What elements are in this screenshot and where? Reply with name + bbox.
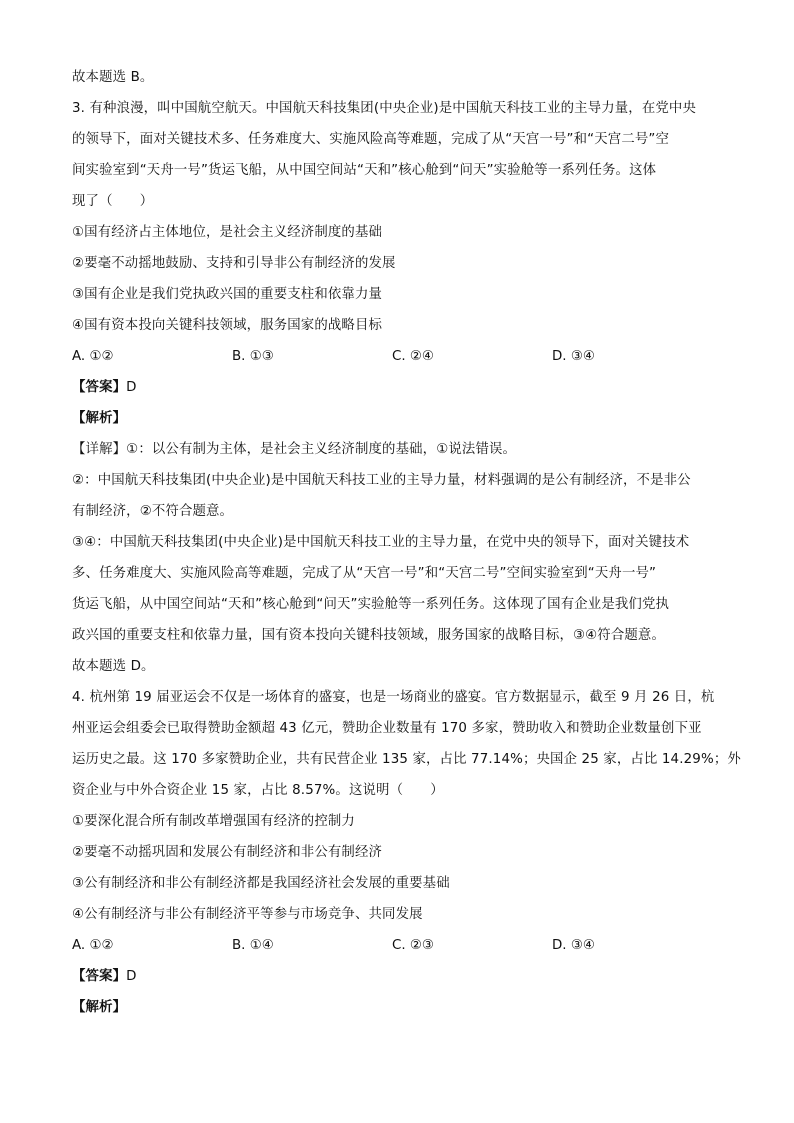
q4-stem-line: 州亚运会组委会已取得赞助金额超 43 亿元，赞助企业数量有 170 多家，赞助收入和赞助企业数量创下亚 (72, 721, 702, 736)
q3-statement-4: ④国有资本投向关键科技领域，服务国家的战略目标 (72, 318, 383, 333)
q4-analysis-tag: 【解析】 (72, 1000, 127, 1015)
q3-statement-3: ③国有企业是我们党执政兴国的重要支柱和依靠力量 (72, 287, 383, 302)
question-3 (72, 93, 722, 682)
q4-option-c: C. ②③ (392, 938, 434, 953)
q4-stem-line: 资企业与中外合资企业 15 家，占比 8.57%。这说明（ ） (72, 783, 444, 798)
q3-explanation-line: 【详解】①：以公有制为主体，是社会主义经济制度的基础，①说法错误。 (72, 442, 517, 457)
q3-answer (72, 372, 722, 403)
q3-statement-1: ①国有经济占主体地位，是社会主义经济制度的基础 (72, 225, 383, 240)
q3-statement-2: ②要毫不动摇地鼓励、支持和引导非公有制经济的发展 (72, 256, 396, 271)
q4-statement-4: ④公有制经济与非公有制经济平等参与市场竞争、共同发展 (72, 907, 423, 922)
q4-options (72, 930, 722, 961)
q4-stem-line: 4. 杭州第 19 届亚运会不仅是一场体育的盛宴，也是一场商业的盛宴。官方数据显示，截至 9 月 26 日，杭 (72, 690, 715, 705)
q3-options (72, 341, 722, 372)
q3-option-b: B. ①③ (232, 349, 274, 364)
q3-answer-value: D (126, 380, 137, 395)
q3-option-a: A. ①② (72, 349, 114, 364)
q4-statement-3: ③公有制经济和非公有制经济都是我国经济社会发展的重要基础 (72, 876, 450, 891)
q2-conclusion: 故本题选 B。 (72, 70, 154, 85)
q3-stem-line: 现了（ ） (72, 194, 154, 209)
q3-option-c: C. ②④ (392, 349, 434, 364)
q3-stem-line: 3. 有种浪漫，叫中国航空航天。中国航天科技集团(中央企业)是中国航天科技工业的主导力量，在党中央 (72, 101, 697, 116)
q3-stem-line: 的领导下，面对关键技术多、任务难度大、实施风险高等难题，完成了从“天宫一号”和“天宫二号”空 (72, 132, 670, 147)
q4-statement-2: ②要毫不动摇巩固和发展公有制经济和非公有制经济 (72, 845, 383, 860)
q4-option-d: D. ③④ (552, 938, 595, 953)
q3-conclusion: 故本题选 D。 (72, 659, 155, 674)
q4-stem-line: 运历史之最。这 170 多家赞助企业，共有民营企业 135 家，占比 77.14%；央国企 25 家，占比 14.29%；外 (72, 752, 741, 767)
q3-analysis-tag: 【解析】 (72, 411, 127, 426)
question-4 (72, 682, 741, 1023)
q3-explanation-line: ②：中国航天科技集团(中央企业)是中国航天科技工业的主导力量，材料强调的是公有制经济，不是非公 (72, 473, 691, 488)
q3-answer-tag: 【答案】 (72, 380, 127, 395)
q4-answer-tag: 【答案】 (72, 969, 127, 984)
q4-option-b: B. ①④ (232, 938, 274, 953)
q3-explanation-line: 货运飞船，从中国空间站“天和”核心舱到“问天”实验舱等一系列任务。这体现了国有企业是我们党执 (72, 597, 670, 612)
q3-explanation-line: 多、任务难度大、实施风险高等难题，完成了从“天宫一号”和“天宫二号”空间实验室到“天舟一号” (72, 566, 657, 581)
q4-answer-value: D (126, 969, 137, 984)
document-page (72, 62, 741, 1023)
q3-explanation-line: 有制经济，②不符合题意。 (72, 504, 234, 519)
q3-explanation-line: ③④：中国航天科技集团(中央企业)是中国航天科技工业的主导力量，在党中央的领导下，面对关键技术 (72, 535, 690, 550)
q4-option-a: A. ①② (72, 938, 114, 953)
q4-answer (72, 961, 722, 992)
q4-statement-1: ①要深化混合所有制改革增强国有经济的控制力 (72, 814, 355, 829)
q3-stem-line: 间实验室到“天舟一号”货运飞船，从中国空间站“天和”核心舱到“问天”实验舱等一系列任务。这体 (72, 163, 657, 178)
q3-option-d: D. ③④ (552, 349, 595, 364)
q3-explanation-line: 政兴国的重要支柱和依靠力量，国有资本投向关键科技领域，服务国家的战略目标，③④符合题意。 (72, 628, 666, 643)
